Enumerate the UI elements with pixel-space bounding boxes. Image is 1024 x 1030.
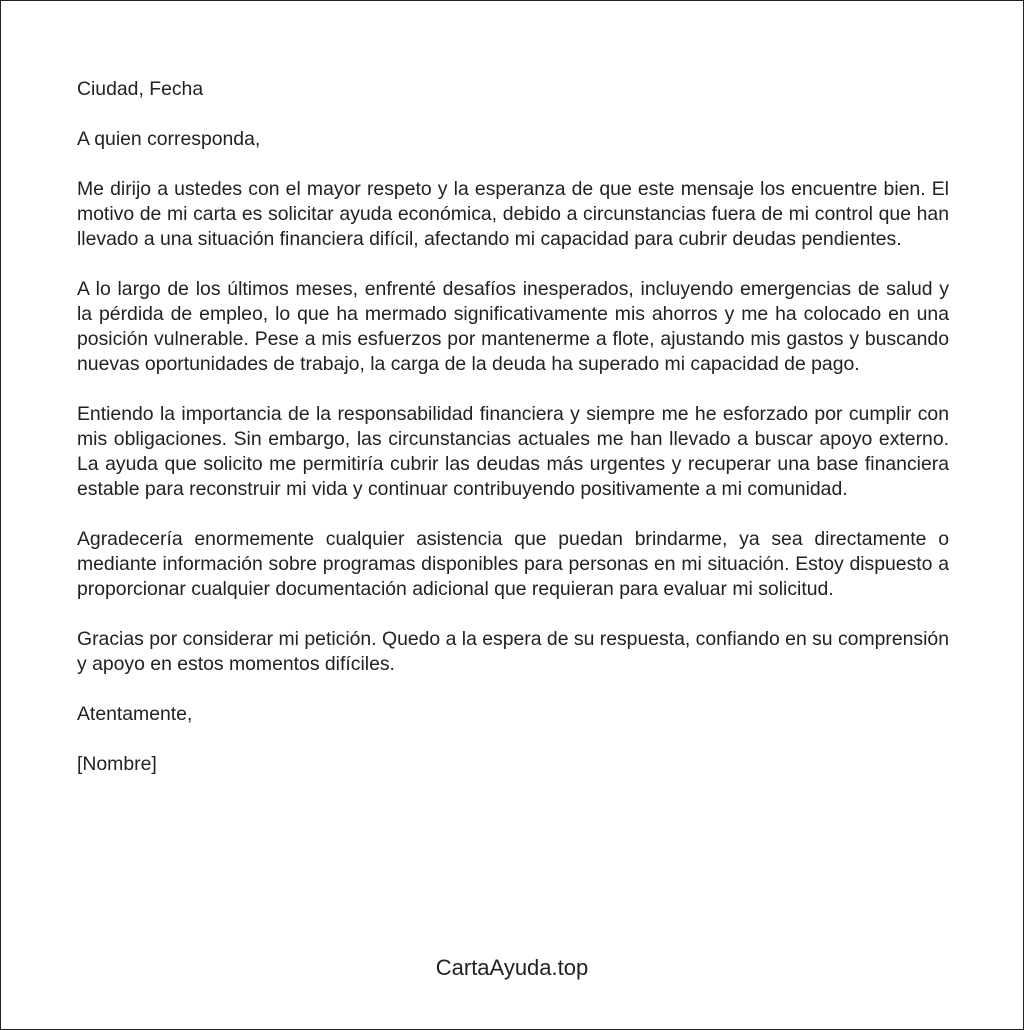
footer-site-name: CartaAyuda.top <box>435 955 589 980</box>
paragraph-gratitude: Agradecería enormemente cualquier asistencia que puedan brindarme, ya sea directamente o mediante información sobre programas disponibles para personas en mi situación. Estoy dispuesto a proporcionar cualquier documentación adicional que requieran para evaluar mi solicitud. <box>77 528 949 600</box>
greeting: A quien corresponda, <box>77 128 261 150</box>
paragraph-responsibility: Entiendo la importancia de la responsabilidad financiera y siempre me he esforzado por cumplir con mis obligaciones. Sin embargo, las circunstancias actuales me han llevado a buscar apoyo externo. La ayuda que solicito me permitiría cubrir las deudas más urgentes y recuperar una base financiera estable para reconstruir mi vida y continuar contribuyendo positivamente a mi comunidad. <box>77 403 949 500</box>
signature: [Nombre] <box>77 753 157 775</box>
paragraph-intro: Me dirijo a ustedes con el mayor respeto y la esperanza de que este mensaje los encuentre bien. El motivo de mi carta es solicitar ayuda económica, debido a circunstancias fuera de mi control que han llevado a una situación financiera difícil, afectando mi capacidad para cubrir deudas pendientes. <box>77 178 949 250</box>
paragraph-circumstances: A lo largo de los últimos meses, enfrenté desafíos inesperados, incluyendo emergencias de salud y la pérdida de empleo, lo que ha mermado significativamente mis ahorros y me ha colocado en una posición vulnerable. Pese a mis esfuerzos por mantenerme a flote, ajustando mis gastos y buscando nuevas oportunidades de trabajo, la carga de la deuda ha superado mi capacidad de pago. <box>77 278 949 375</box>
letter-body <box>77 77 949 802</box>
paragraph-thanks: Gracias por considerar mi petición. Quedo a la espera de su respuesta, confiando en su comprensión y apoyo en estos momentos difíciles. <box>77 628 949 675</box>
place-date: Ciudad, Fecha <box>77 78 204 100</box>
closing: Atentamente, <box>77 703 193 725</box>
